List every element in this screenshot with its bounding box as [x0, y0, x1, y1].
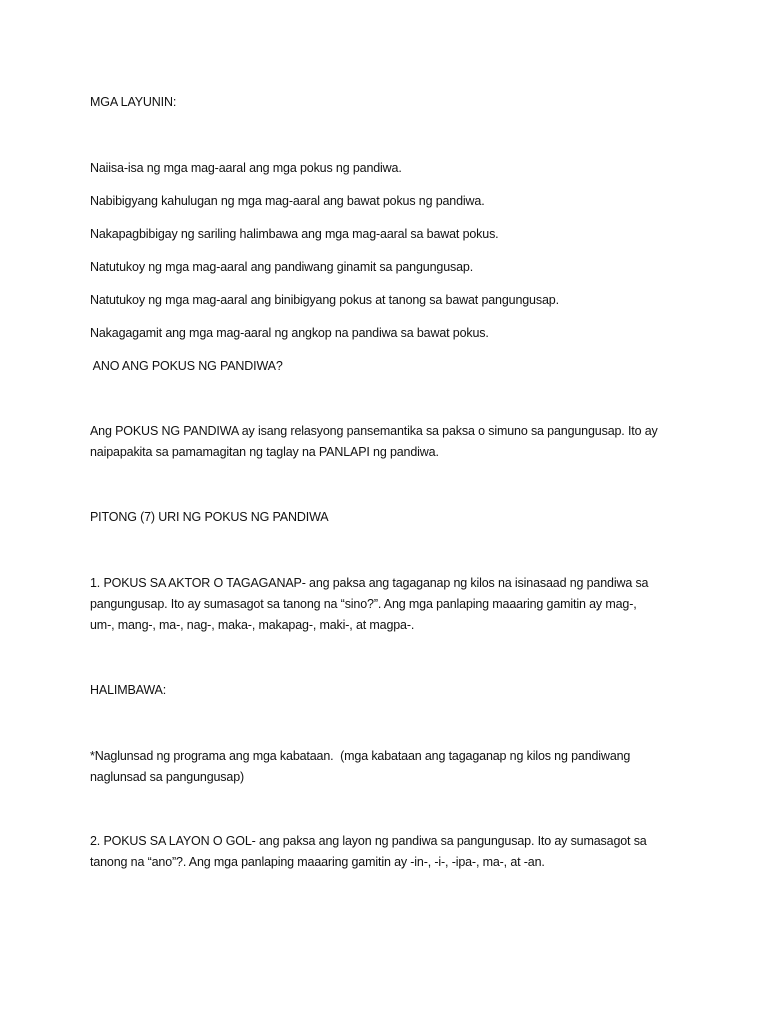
pokus-item-1: pangungusap. Ito ay sumasagot sa tanong na “sino?”. Ang mga panlaping maaaring gamitin ay mag-,: [90, 597, 637, 611]
pokus-item-1: um-, mang-, ma-, nag-, maka-, makapag-, maki-, at magpa-.: [90, 618, 415, 632]
pokus-item-2: 2. POKUS SA LAYON O GOL- ang paksa ang layon ng pandiwa sa pangungusap. Ito ay sumasagot sa: [90, 834, 647, 848]
objective-item: Nabibigyang kahulugan ng mga mag-aaral ang bawat pokus ng pandiwa.: [90, 194, 485, 208]
example-sentence: *Naglunsad ng programa ang mga kabataan. (mga kabataan ang tagaganap ng kilos ng pandiwang: [90, 749, 631, 763]
objective-item: Naiisa-isa ng mga mag-aaral ang mga pokus ng pandiwa.: [90, 161, 402, 175]
objective-item: Natutukoy ng mga mag-aaral ang pandiwang ginamit sa pangungusap.: [90, 260, 474, 274]
definition-line: Ang POKUS NG PANDIWA ay isang relasyong pansemantika sa paksa o simuno sa pangungusap. Ito ay: [90, 424, 658, 438]
objective-item: Nakapagbibigay ng sariling halimbawa ang mga mag-aaral sa bawat pokus.: [90, 227, 499, 241]
example-sentence: naglunsad sa pangungusap): [90, 770, 245, 784]
definition-line: naipapakita sa pamamagitan ng taglay na PANLAPI ng pandiwa.: [90, 445, 439, 459]
objective-item: Natutukoy ng mga mag-aaral ang binibigyang pokus at tanong sa bawat pangungusap.: [90, 293, 559, 307]
types-heading: PITONG (7) URI NG POKUS NG PANDIWA: [90, 510, 329, 524]
objectives-heading: MGA LAYUNIN:: [90, 95, 177, 109]
pokus-item-1: 1. POKUS SA AKTOR O TAGAGANAP- ang paksa ang tagaganap ng kilos na isinasaad ng pandiwa sa: [90, 576, 649, 590]
objective-item: Nakagagamit ang mga mag-aaral ng angkop na pandiwa sa bawat pokus.: [90, 326, 489, 340]
pokus-item-2: tanong na “ano”?. Ang mga panlaping maaaring gamitin ay -in-, -i-, -ipa-, ma-, at -an.: [90, 855, 545, 869]
question-heading: ANO ANG POKUS NG PANDIWA?: [90, 359, 283, 373]
example-heading: HALIMBAWA:: [90, 683, 167, 697]
